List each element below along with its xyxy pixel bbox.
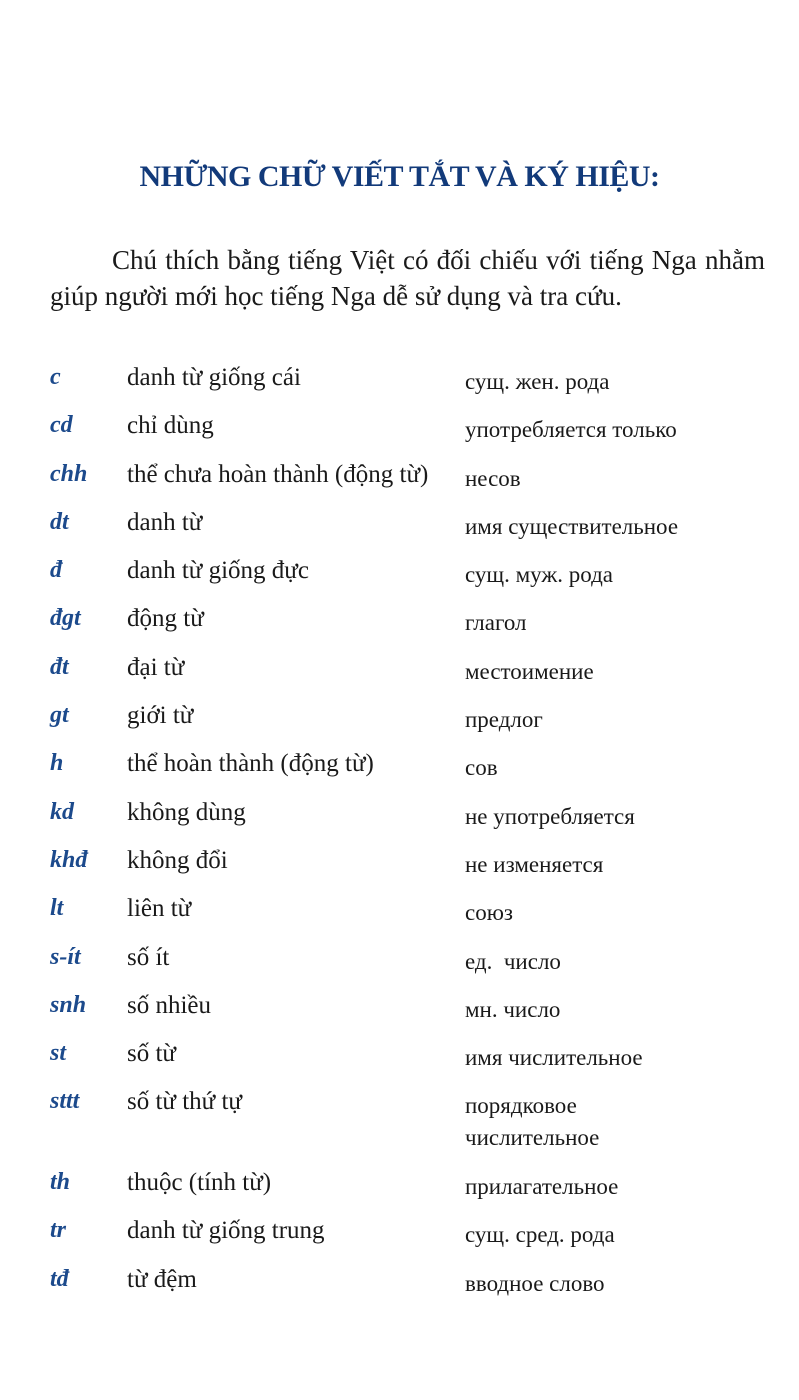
- abbreviation: sttt: [50, 1088, 80, 1115]
- russian-meaning: мн. число: [465, 996, 561, 1022]
- vietnamese-meaning: danh từ: [127, 508, 203, 536]
- vietnamese-meaning: danh từ giống đực: [127, 557, 309, 585]
- abbreviation: cd: [50, 412, 73, 439]
- vietnamese-meaning: động từ: [127, 605, 204, 633]
- vietnamese-meaning: số nhiều: [127, 991, 212, 1019]
- russian-meaning: порядковое числительное: [465, 1093, 600, 1151]
- russian-meaning: сов: [465, 755, 498, 781]
- list-item: [0, 601, 799, 649]
- list-item: [0, 1262, 799, 1310]
- list-item: [0, 1084, 799, 1165]
- list-item: [0, 457, 799, 505]
- russian-meaning: ед. число: [465, 948, 561, 974]
- vietnamese-meaning: số từ thứ tự: [127, 1088, 242, 1116]
- vietnamese-meaning: thể chưa hoàn thành (động từ): [127, 460, 429, 488]
- abbreviation: c: [50, 364, 61, 390]
- russian-meaning: глагол: [465, 610, 527, 636]
- list-item: [0, 746, 799, 794]
- russian-meaning: местоимение: [465, 658, 594, 684]
- abbreviation: gt: [50, 702, 69, 729]
- list-item: [0, 505, 799, 553]
- abbreviation: lt: [50, 895, 64, 922]
- list-item: [0, 1165, 799, 1213]
- abbreviation: s-ít: [50, 943, 81, 970]
- vietnamese-meaning: danh từ giống trung: [127, 1217, 325, 1245]
- list-item: [0, 360, 799, 408]
- vietnamese-meaning: từ đệm: [127, 1265, 197, 1293]
- abbreviation: th: [50, 1169, 71, 1196]
- abbreviation: khđ: [50, 846, 88, 873]
- russian-meaning: не изменяется: [465, 851, 604, 877]
- list-item: [0, 408, 799, 456]
- russian-meaning: союз: [465, 900, 513, 926]
- russian-meaning: имя числительное: [465, 1045, 643, 1071]
- russian-meaning: сущ. жен. рода: [465, 369, 610, 394]
- abbreviation: đt: [50, 653, 69, 680]
- russian-meaning: употребляется только: [465, 417, 677, 443]
- abbreviation: st: [50, 1040, 67, 1067]
- vietnamese-meaning: giới từ: [127, 702, 194, 730]
- list-item: [0, 891, 799, 939]
- list-item: [0, 795, 799, 843]
- abbreviation-list: [0, 360, 799, 1310]
- abbreviation: chh: [50, 460, 88, 487]
- vietnamese-meaning: không dùng: [127, 798, 246, 826]
- vietnamese-meaning: số từ: [127, 1040, 176, 1068]
- vietnamese-meaning: danh từ giống cái: [127, 364, 301, 391]
- russian-meaning: не употребляется: [465, 803, 635, 829]
- list-item: [0, 940, 799, 988]
- russian-meaning: сущ. сред. рода: [465, 1222, 615, 1248]
- russian-meaning: сущ. муж. рода: [465, 562, 614, 588]
- vietnamese-meaning: thuộc (tính từ): [127, 1169, 272, 1197]
- list-item: [0, 843, 799, 891]
- russian-meaning: вводное слово: [465, 1270, 605, 1296]
- intro-paragraph: Chú thích bằng tiếng Việt có đối chiếu với tiếng Nga nhằm giúp người mới học tiếng Nga dễ sử dụng và tra cứu.: [50, 245, 765, 311]
- vietnamese-meaning: liên từ: [127, 895, 192, 923]
- vietnamese-meaning: chỉ dùng: [127, 412, 214, 440]
- list-item: [0, 1213, 799, 1261]
- russian-meaning: прилагательное: [465, 1174, 619, 1200]
- russian-meaning: несов: [465, 465, 521, 491]
- abbreviation: h: [50, 750, 64, 777]
- abbreviation: kd: [50, 798, 74, 825]
- abbreviation: snh: [50, 991, 87, 1018]
- abbreviation: dt: [50, 508, 69, 535]
- abbreviation: tđ: [50, 1265, 69, 1292]
- abbreviation: đ: [50, 557, 62, 584]
- vietnamese-meaning: đại từ: [127, 653, 185, 681]
- list-item: [0, 988, 799, 1036]
- list-item: [0, 553, 799, 601]
- russian-meaning: имя существительное: [465, 513, 679, 539]
- russian-meaning: предлог: [465, 707, 543, 733]
- page-title: NHỮNG CHỮ VIẾT TẮT VÀ KÝ HIỆU:: [139, 160, 660, 193]
- list-item: [0, 650, 799, 698]
- vietnamese-meaning: không đổi: [127, 846, 228, 874]
- vietnamese-meaning: số ít: [127, 943, 170, 971]
- abbreviation: đgt: [50, 605, 81, 632]
- vietnamese-meaning: thể hoàn thành (động từ): [127, 750, 374, 778]
- abbreviation: tr: [50, 1217, 67, 1244]
- list-item: [0, 698, 799, 746]
- list-item: [0, 1036, 799, 1084]
